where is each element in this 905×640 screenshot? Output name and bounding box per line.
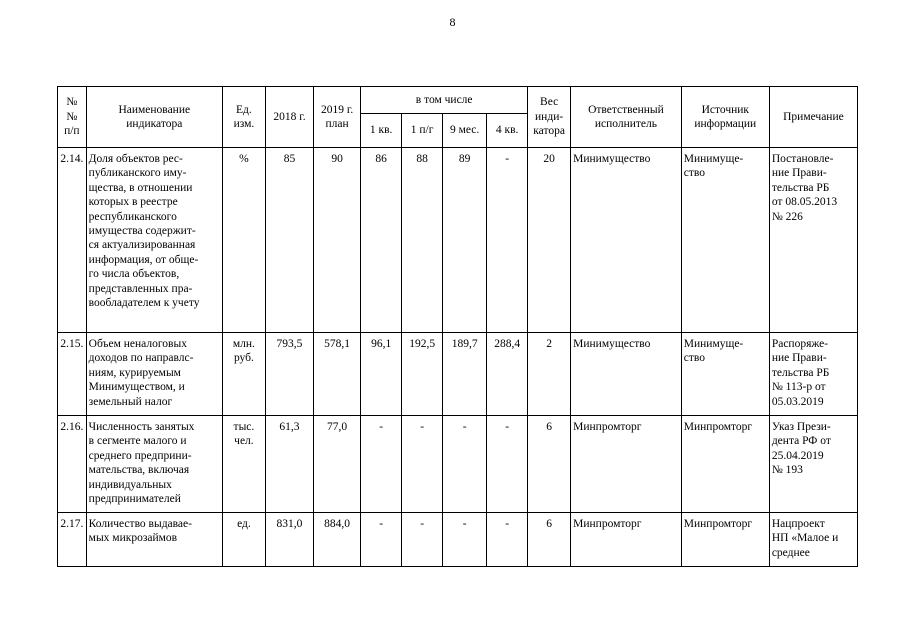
row-2019: 90 — [314, 148, 361, 333]
row-note: Распоряже- ние Прави- тельства РБ № 113-р от 05.03.2019 — [769, 333, 857, 416]
row-responsible: Минпромторг — [571, 513, 682, 567]
row-weight: 6 — [528, 416, 571, 513]
row-name: Количество выдавае- мых микрозаймов — [86, 513, 222, 567]
row-source: Минимуще- ство — [681, 333, 769, 416]
row-q4: - — [487, 416, 528, 513]
row-num: 2.15. — [58, 333, 87, 416]
row-9m: - — [443, 416, 487, 513]
row-2018: 831,0 — [265, 513, 313, 567]
row-source: Минимуще- ство — [681, 148, 769, 333]
header-num: № № п/п — [58, 87, 87, 148]
row-h1: 88 — [402, 148, 443, 333]
row-2018: 793,5 — [265, 333, 313, 416]
row-9m: 189,7 — [443, 333, 487, 416]
row-2019: 884,0 — [314, 513, 361, 567]
row-q1: - — [361, 513, 402, 567]
header-2019: 2019 г. план — [314, 87, 361, 148]
header-name: Наименование индикатора — [86, 87, 222, 148]
header-weight: Вес инди- катора — [528, 87, 571, 148]
row-weight: 20 — [528, 148, 571, 333]
row-note: Нацпроект НП «Малое и среднее — [769, 513, 857, 567]
row-2019: 77,0 — [314, 416, 361, 513]
row-h1: 192,5 — [402, 333, 443, 416]
row-2019: 578,1 — [314, 333, 361, 416]
row-q4: - — [487, 148, 528, 333]
row-unit: ед. — [222, 513, 265, 567]
page-number: 8 — [449, 15, 456, 29]
header-h1: 1 п/г — [402, 114, 443, 148]
row-2018: 61,3 — [265, 416, 313, 513]
row-name: Объем неналоговых доходов по направлс- ниям, курируемым Минимуществом, и земельный налог — [86, 333, 222, 416]
row-9m: 89 — [443, 148, 487, 333]
header-2018: 2018 г. — [265, 87, 313, 148]
row-source: Минпромторг — [681, 416, 769, 513]
row-responsible: Минпромторг — [571, 416, 682, 513]
row-q4: 288,4 — [487, 333, 528, 416]
table-row — [58, 333, 858, 416]
row-num: 2.17. — [58, 513, 87, 567]
header-in-total: в том числе — [361, 87, 528, 114]
table-row — [58, 416, 858, 513]
row-unit: % — [222, 148, 265, 333]
row-source: Минпромторг — [681, 513, 769, 567]
row-responsible: Минимущество — [571, 333, 682, 416]
header-note: Примечание — [769, 87, 857, 148]
header-unit: Ед. изм. — [222, 87, 265, 148]
header-q4: 4 кв. — [487, 114, 528, 148]
row-num: 2.14. — [58, 148, 87, 333]
table-header — [58, 87, 858, 148]
row-num: 2.16. — [58, 416, 87, 513]
row-q1: 96,1 — [361, 333, 402, 416]
row-weight: 6 — [528, 513, 571, 567]
row-2018: 85 — [265, 148, 313, 333]
indicators-table — [57, 86, 858, 567]
row-responsible: Минимущество — [571, 148, 682, 333]
row-unit: тыс. чел. — [222, 416, 265, 513]
header-9m: 9 мес. — [443, 114, 487, 148]
table-row — [58, 148, 858, 333]
row-weight: 2 — [528, 333, 571, 416]
table-row — [58, 513, 858, 567]
row-q1: 86 — [361, 148, 402, 333]
row-unit: млн. руб. — [222, 333, 265, 416]
row-name: Доля объектов рес- публиканского иму- щества, в отношении которых в реестре республиканского имущества содержит- ся актуализированная информация, от обще- го числа объектов, представленных пра- вообладателем к учету — [86, 148, 222, 333]
row-q1: - — [361, 416, 402, 513]
header-source: Источник информации — [681, 87, 769, 148]
row-q4: - — [487, 513, 528, 567]
header-q1: 1 кв. — [361, 114, 402, 148]
row-h1: - — [402, 513, 443, 567]
row-h1: - — [402, 416, 443, 513]
row-note: Указ Прези- дента РФ от 25.04.2019 № 193 — [769, 416, 857, 513]
header-responsible: Ответственный исполнитель — [571, 87, 682, 148]
row-9m: - — [443, 513, 487, 567]
row-name: Численность занятых в сегменте малого и среднего предприни- мательства, включая индивидуальных предпринимателей — [86, 416, 222, 513]
row-note: Постановле- ние Прави- тельства РБ от 08.05.2013 № 226 — [769, 148, 857, 333]
